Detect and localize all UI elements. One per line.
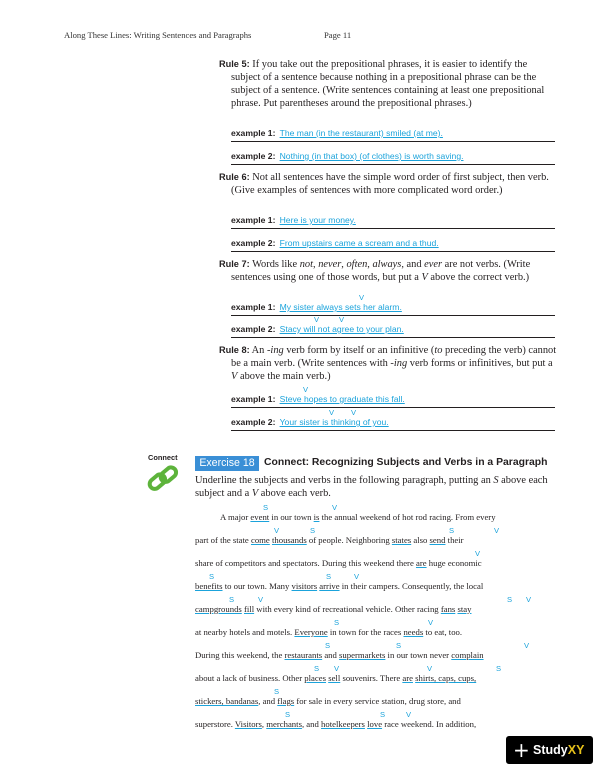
verb-mark: V	[274, 526, 280, 535]
brand-suffix: XY	[567, 743, 585, 757]
chain-link-icon	[146, 463, 182, 495]
text: race weekend. In addition,	[382, 719, 477, 729]
paragraph-line	[195, 581, 483, 592]
rule-text: -ing	[266, 345, 284, 356]
verb-mark: V	[351, 408, 357, 417]
subject-mark: S	[263, 503, 269, 512]
paragraph-line	[220, 512, 496, 523]
rule-label: Rule 7:	[219, 259, 250, 269]
rule-text: If you take out the prepositional phrases, it is easier to identify the subject of a sentence because nothing in a prepositional phrase can be the subject of a sentence. (Write sentences containing at least one prepositional phrase. Put parentheses around the prepositional phrases.)	[231, 59, 545, 109]
example-answer: Stacy will not agree to your plan.	[279, 324, 404, 334]
text: to our town. Many	[222, 581, 292, 591]
verb-mark: V	[475, 549, 481, 558]
subject-mark: S	[229, 595, 235, 604]
rule-6-example-1	[231, 215, 555, 229]
text: with every kind of recreational vehicle. Other racing	[254, 604, 441, 614]
text: , and	[301, 719, 322, 729]
paragraph-line	[195, 627, 462, 638]
verb-mark: V	[354, 572, 360, 581]
rule-6-example-2	[231, 238, 555, 252]
verb-word: love	[367, 719, 383, 729]
example-answer: Your sister is thinking of you.	[279, 417, 389, 427]
example-answer: From upstairs came a scream and a thud.	[279, 238, 439, 248]
rule-5	[219, 58, 557, 110]
subject-word: event	[250, 512, 270, 522]
rule-7-example-2	[231, 324, 555, 338]
rule-text: ,	[341, 259, 347, 270]
verb-mark: V	[526, 595, 532, 604]
text: part of the state	[195, 535, 251, 545]
subject-word: benefits	[195, 581, 223, 591]
subject-word: campgrounds	[195, 604, 242, 614]
subject-mark: S	[380, 710, 386, 719]
rule-text: never	[318, 259, 342, 270]
rule-text: ,	[367, 259, 373, 270]
example-label: example 1:	[231, 128, 276, 138]
text: in town for the races	[327, 627, 404, 637]
example-answer: Steve hopes to graduate this fall.	[279, 394, 405, 404]
example-answer: The man (in the restaurant) smiled (at me).	[279, 128, 443, 138]
rule-text: are not verbs. (Write sentences using one of those words, but put a	[231, 259, 531, 283]
rule-text: verb form by itself or an infinitive (	[283, 345, 435, 356]
example-label: example 2:	[231, 238, 276, 248]
rule-text: verb forms or infinitives, but put a	[407, 358, 553, 369]
verb-mark: V	[427, 664, 433, 673]
subject-mark: S	[396, 641, 402, 650]
subject-mark: S	[310, 526, 316, 535]
rule-6	[219, 171, 557, 197]
exercise-title: Connect: Recognizing Subjects and Verbs in a Paragraph	[264, 457, 548, 468]
verb-mark: V	[406, 710, 412, 719]
text: superstore.	[195, 719, 235, 729]
verb-mark: V	[329, 408, 335, 417]
subject-mark: S	[209, 572, 215, 581]
rule-7	[219, 258, 557, 284]
subject-word: fans	[440, 604, 456, 614]
subject-mark: S	[326, 572, 332, 581]
plus-icon: +	[513, 738, 530, 762]
book-title: Along These Lines: Writing Sentences and Paragraphs	[64, 30, 252, 40]
text: for sale in every service station, drug store, and	[294, 696, 461, 706]
subject-word: hotelkeepers	[321, 719, 365, 729]
subject-word: thousands	[271, 535, 307, 545]
example-answer: My sister always sets her alarm.	[279, 302, 402, 312]
page-number: Page 11	[324, 30, 352, 40]
subject-mark: S	[274, 687, 280, 696]
example-label: example 1:	[231, 215, 276, 225]
verb-word: needs	[403, 627, 424, 637]
example-answer: Nothing (in that box) (of clothes) is worth saving.	[279, 151, 464, 161]
subject-word: stickers, bandanas	[195, 696, 259, 706]
verb-mark: V	[494, 526, 500, 535]
example-label: example 2:	[231, 151, 276, 161]
verb-word: send	[429, 535, 446, 545]
verb-mark: V	[339, 315, 345, 324]
example-label: example 1:	[231, 394, 276, 404]
text: to eat, too.	[423, 627, 463, 637]
text: of people. Neighboring	[306, 535, 392, 545]
paragraph-line	[195, 673, 476, 684]
instruction-text: S	[493, 475, 499, 486]
connect-label: Connect	[148, 453, 178, 462]
rule-text: always	[372, 259, 402, 270]
verb-word: complain	[451, 650, 484, 660]
text: souvenirs. There	[340, 673, 403, 683]
rule-text: Not all sentences have the simple word order of first subject, then verb. (Give examples of sentences with more complicated word order.)	[231, 172, 549, 196]
rule-text: often	[346, 259, 368, 270]
rule-label: Rule 8:	[219, 345, 250, 355]
verb-word: sell	[328, 673, 341, 683]
verb-word: are	[402, 673, 413, 683]
rule-8-example-2	[231, 417, 555, 431]
text: ,	[261, 719, 267, 729]
subject-word: flags	[277, 696, 295, 706]
subject-mark: S	[325, 641, 331, 650]
rule-7-example-1	[231, 302, 555, 316]
text: about a lack of business. Other	[195, 673, 305, 683]
rule-text: to	[434, 345, 443, 356]
instruction-text: above each verb.	[258, 488, 331, 499]
rule-8	[219, 344, 557, 383]
text: their	[445, 535, 464, 545]
verb-word: is	[313, 512, 320, 522]
instruction-text: above each subject and a	[195, 475, 548, 499]
example-label: example 2:	[231, 324, 276, 334]
subject-word: states	[391, 535, 412, 545]
subject-mark: S	[496, 664, 502, 673]
rule-8-example-1	[231, 394, 555, 408]
subject-mark: S	[449, 526, 455, 535]
verb-mark: V	[332, 503, 338, 512]
text: the annual weekend of hot rod racing. From every	[319, 512, 496, 522]
subject-mark: S	[285, 710, 291, 719]
exercise-number: Exercise 18	[195, 456, 259, 471]
instruction-text: V	[251, 488, 259, 499]
text: in our town never	[385, 650, 452, 660]
text: in their campers. Consequently, the local	[339, 581, 484, 591]
text: A major	[220, 512, 251, 522]
rule-label: Rule 5:	[219, 59, 250, 69]
verb-mark: V	[359, 293, 365, 302]
paragraph-line	[195, 535, 464, 546]
rule-text: above the main verb.)	[237, 371, 331, 382]
brand-name: Study	[533, 743, 568, 757]
verb-word: stay	[457, 604, 472, 614]
exercise-instructions	[195, 474, 559, 500]
verb-mark: V	[428, 618, 434, 627]
verb-mark: V	[258, 595, 264, 604]
verb-mark: V	[303, 385, 309, 394]
rule-5-example-1	[231, 128, 555, 142]
subject-word: Everyone	[294, 627, 328, 637]
rule-text: not	[299, 259, 313, 270]
verb-word: fill	[243, 604, 255, 614]
example-label: example 2:	[231, 417, 276, 427]
text: , and	[258, 696, 278, 706]
paragraph-line	[195, 558, 482, 569]
rule-text: V	[421, 272, 428, 283]
text: also	[411, 535, 430, 545]
paragraph-line	[195, 650, 484, 661]
subject-word: merchants	[266, 719, 302, 729]
subject-mark: S	[334, 618, 340, 627]
rule-text: , and	[401, 259, 425, 270]
verb-word: are	[415, 558, 427, 568]
rule-text: -ing	[390, 358, 408, 369]
subject-mark: S	[507, 595, 513, 604]
rule-label: Rule 6:	[219, 172, 250, 182]
verb-word: arrive	[319, 581, 340, 591]
subject-mark: S	[314, 664, 320, 673]
verb-word: come	[250, 535, 270, 545]
subject-word: Visitors	[234, 719, 262, 729]
text: huge economic	[426, 558, 482, 568]
subject-word: places	[304, 673, 327, 683]
subject-word: restaurants	[284, 650, 323, 660]
verb-mark: V	[524, 641, 530, 650]
studyxy-wordmark	[533, 743, 584, 757]
rule-5-example-2	[231, 151, 555, 165]
text: and	[322, 650, 340, 660]
rule-text: preceding the verb) cannot be a main verb. (Write sentences with	[231, 345, 557, 369]
rule-text: above the correct verb.)	[427, 272, 530, 283]
example-answer: Here is your money.	[279, 215, 356, 225]
subject-word: shirts, caps, cups,	[415, 673, 477, 683]
rule-text: V	[231, 371, 238, 382]
text: at nearby hotels and motels.	[195, 627, 295, 637]
instruction-text: Underline the subjects and verbs in the following paragraph, putting an	[195, 475, 494, 486]
rule-text: ever	[424, 259, 443, 270]
paragraph-line	[195, 604, 471, 615]
verb-mark: V	[314, 315, 320, 324]
verb-mark: V	[334, 664, 340, 673]
subject-word: supermarkets	[339, 650, 386, 660]
example-label: example 1:	[231, 302, 276, 312]
text: in our town	[269, 512, 314, 522]
text: During this weekend, the	[195, 650, 285, 660]
paragraph-line	[195, 696, 461, 707]
rule-text: ,	[313, 259, 319, 270]
subject-word: visitors	[291, 581, 318, 591]
paragraph-line	[195, 719, 476, 730]
text: share of competitors and spectators. During this weekend there	[195, 558, 416, 568]
rule-text: An	[251, 345, 267, 356]
rule-text: Words like	[252, 259, 300, 270]
